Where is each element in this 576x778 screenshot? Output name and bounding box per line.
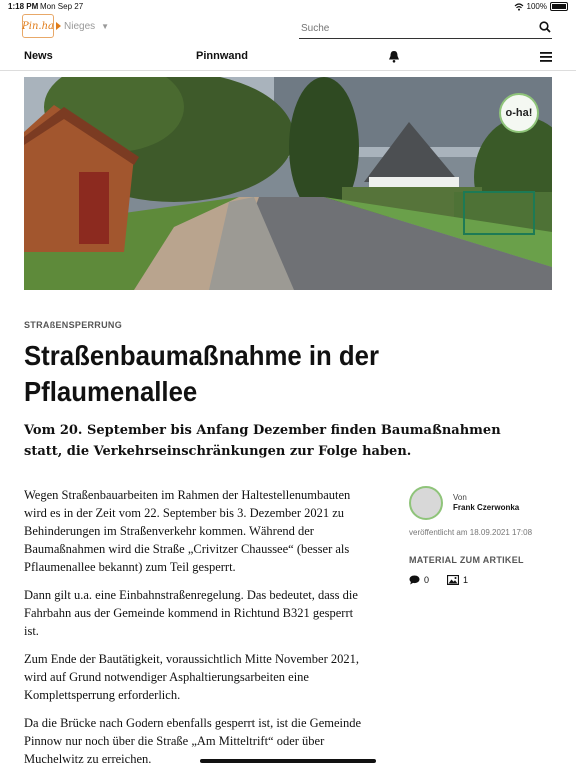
menu-icon[interactable] [540,52,552,62]
comment-icon [409,575,420,585]
images-count[interactable] [447,575,468,585]
status-bar [0,0,576,14]
published-date: veröffentlicht am 18.09.2021 17:08 [409,528,533,537]
article-headline: Straßenbaumaßnahme in der Pflaumenallee [24,340,380,407]
image-icon [447,575,459,585]
hero-image [24,77,552,290]
material-title: MATERIAL ZUM ARTIKEL [409,555,524,565]
region-label: Nieges [64,20,96,32]
search-bar [299,18,552,39]
status-right [514,2,568,11]
battery-percent: 100% [526,2,547,11]
oha-badge: o-ha! [499,93,539,133]
battery-icon [550,2,568,11]
article-body [24,486,366,778]
comments-count-value: 0 [424,575,430,585]
street-photo [24,77,552,290]
avatar [409,486,443,520]
article-lead: Vom 20. September bis Anfang Dezember finden Baumaßnahmen statt, die Verkehrseinschränkungen zur Folge haben. [24,423,501,459]
nav-news[interactable]: News [24,50,53,62]
bell-icon[interactable] [388,50,400,63]
images-count-value: 1 [463,575,469,585]
nav-pinnwand[interactable]: Pinnwand [196,50,248,62]
home-indicator [200,759,376,763]
main-nav [0,44,576,71]
article-paragraph: Wegen Straßenbauarbeiten im Rahmen der Haltestellenumbauten wird es in der Zeit vom 22. September bis 3. Dezember 2021 zu Behinderungen im Straßenverkehr kommen. Während der Baumaßnahmen wird die Straße „Crivitzer Chaussee“ (besser als Pflaumenallee bekannt) zum Teil gesperrt. [24,488,351,574]
comments-count[interactable] [409,575,429,585]
article-paragraph: Dann gilt u.a. eine Einbahnstraßenregelung. Das bedeutet, dass die Fahrbahn aus der Gemeinde kommend in Richtund B321 gesperrt ist. [24,588,358,638]
brand-logo: Pin.ha [22,14,54,38]
author-von: Von [453,493,467,502]
article-paragraph: Da die Brücke nach Godern ebenfalls gesperrt ist, ist die Gemeinde Pinnow nur noch über die Straße „Am Mitteltrift“ oder über Muchelwitz zu erreichen. [24,716,362,766]
search-input[interactable] [299,22,523,35]
play-icon [56,22,61,30]
wifi-icon [514,3,524,11]
status-time: 1:18 PM [8,2,39,11]
article-paragraph: Zum Ende der Bautätigkeit, voraussichtlich Mitte November 2021, wird auf Grund notwendiger Asphaltierungsarbeiten eine Komplettsperrung erforderlich. [24,652,359,702]
material-counts [409,575,486,585]
article-kicker: STRAßENSPERRUNG [24,320,123,330]
brand[interactable] [22,14,109,38]
chevron-down-icon: ▼ [101,21,110,31]
search-icon[interactable] [539,21,551,33]
author-name[interactable]: Frank Czerwonka [453,503,520,512]
status-date: Mon Sep 27 [40,2,84,11]
